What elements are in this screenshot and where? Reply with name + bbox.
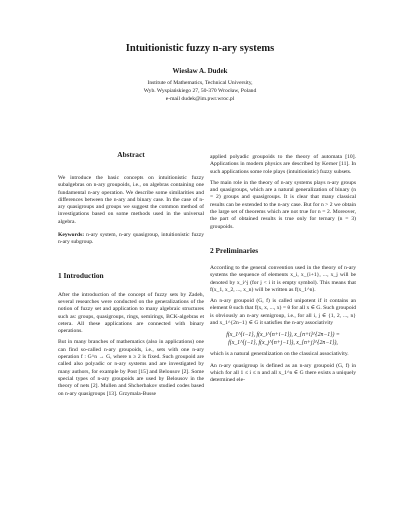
keywords (58, 232, 204, 247)
equation-line-1: f(x_1^{i−1}, f(x_i^{n+i−1}), x_{n+i}^{2n−1}) = (226, 332, 340, 339)
abstract-text: We introduce the basic concepts on intuitionistic fuzzy subalgebras on n-ary groupoids, i.e., on algebras containing one fundamental n-ary operation. We describe some similarities and differences between the n-ary and binary case. In the case of n-ary quasigroups and groups we suggest the common method of investigations based on some methods used in the universal algebra. (58, 175, 204, 225)
prelim-paragraph-1: According to the general convention used in the theory of n-ary systems the sequence of elements x_i, x_{i+1}, ..., x_j will be denoted by x_i^j (for j < i it is empty symbol). This means that f(x_1, x_2, ..., x_n) will be written as f(x_1^n). (210, 264, 356, 293)
intro-paragraph-1: After the introduction of the concept of fuzzy sets by Zadeh, several researches were conducted on the generalizations of the notion of fuzzy set and application to many algebraic structures such as: groups, quasigroups, rings, semirings, BCK-algebras et cetera. All these applications are connected with binary operations. (58, 291, 204, 335)
left-column (58, 150, 204, 398)
affiliation-email: e-mail dudek@im.pwr.wroc.pl (165, 96, 235, 102)
affiliation-line-1: Institute of Mathematics, Technical University, (147, 80, 253, 86)
prelim-paragraph-3: which is a natural generalization on the classical associativity. (210, 351, 349, 358)
prelim-paragraph-2: An n-ary groupoid (G, f) is called unipotent if it contains an element θ such that f(x, x, ..., x) = θ for all x ∈ G. Such groupoid is obviously an n-ary semigroup, i.e., for all i, j ∈ {1, 2, ..., n} and x_1^{2n−1} ∈ G it satisfies the n-ary associativity (210, 298, 356, 327)
paper-title: Intuitionistic fuzzy n-ary systems (125, 43, 275, 54)
associativity-equation (210, 331, 356, 347)
preliminaries-heading: 2 Preliminaries (210, 245, 259, 255)
intro-paragraph-2: But in many branches of mathematics (also in applications) one can find so-called n-ary groupoids, i.e., sets with one n-ary operation f : G^n → G, where n ≥ 2 is fixed. Such groupoid are called also polyadic or n-ary systems and are investigated by many authors, for example by Post [15] and Belousov [2]. Some special types of n-ary groupoids are used by Belousov in the theory of nets [2]. Mullen and Shcherbakov studied codes based on n-ary quasigroups [13]. Grzymala-Busse (58, 339, 204, 397)
abstract-heading: Abstract (117, 150, 145, 159)
intro-paragraph-3: applied polyadic groupoids to the theory of automata [10]. Applications in modern physics are described by Kerner [11]. In such applications some role plays (intuitionistic) fuzzy subsets. (210, 154, 356, 175)
introduction-heading: 1 Introduction (58, 270, 104, 280)
intro-paragraph-4: The main role in the theory of n-ary systems plays n-ary groups and quasigroups, which are a natural generalization of binary (n = 2) groups and quasigroups. It is clear that many classical results can be extended to the n-ary case. But for n > 2 we obtain the large set of theorems which are not true for n = 2. Moreover, the part of obtained results is true only for ternary (n = 3) groupoids. (210, 179, 356, 230)
author-name: Wiesław A. Dudek (172, 67, 228, 75)
keywords-label: Keywords: (58, 232, 85, 239)
affiliation-line-2: Wyb. Wyspiańskiego 27, 50-370 Wrocław, Poland (143, 88, 257, 94)
right-column (210, 154, 356, 385)
prelim-paragraph-4: An n-ary quasigroup is defined as an n-ary groupoid (G, f) in which for all 1 ≤ i ≤ n and all x_1^n ∈ G there exists a uniquely determined ele- (210, 362, 356, 384)
keywords-text: n-ary system, n-ary quasigroup, intuitionistic fuzzy n-ary subgroup. (58, 232, 204, 246)
equation-line-2: f(x_1^{j−1}, f(x_j^{n+j−1}), x_{n+j}^{2n−1}), (228, 340, 338, 347)
